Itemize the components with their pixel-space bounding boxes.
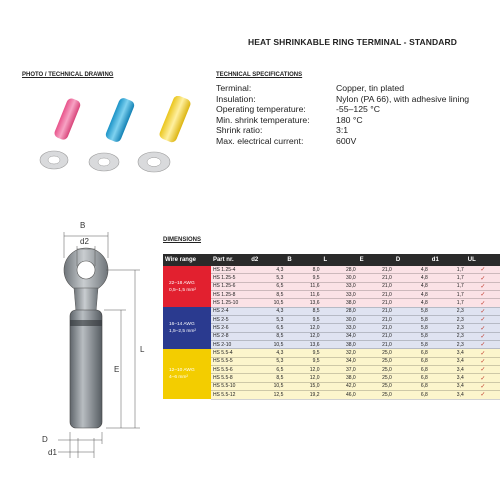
cell-d: 4,8 [394,266,430,274]
col-header-d2: d2 [249,254,285,266]
cell-d2: 5,3 [249,274,285,282]
spec-label: Min. shrink temperature: [216,114,310,125]
cell-l: 28,0 [322,266,358,274]
spec-value: 3:1 [336,125,349,136]
wire-range-cell [163,266,211,307]
cell-e: 25,0 [358,374,394,382]
wire-range-mm: 4–6 mm² [169,374,188,380]
cell-part-nr: HS 1.25-6 [211,282,249,290]
dim-label-d2: d2 [80,237,89,246]
cell-part-nr: HS 2-6 [211,324,249,332]
cell-d: 6,8 [394,391,430,399]
cell-d: 5,8 [394,332,430,340]
cell-b: 12,0 [285,366,321,374]
cell-l: 38,0 [322,299,358,307]
cell-d1: 2,3 [430,332,466,340]
cell-d: 6,8 [394,382,430,390]
cell-ul-check: ✓ [466,349,500,357]
spec-row [216,136,496,147]
cell-e: 21,0 [358,282,394,290]
table-row [163,291,500,299]
cell-d2: 6,5 [249,282,285,290]
cell-b: 13,6 [285,299,321,307]
wire-range-mm: 1,5–2,5 mm² [169,329,196,335]
cell-l: 33,0 [322,324,358,332]
cell-d2: 4,3 [249,307,285,315]
spec-row [216,115,496,126]
pink-terminal [40,97,82,169]
cell-l: 32,0 [322,349,358,357]
cell-b: 12,0 [285,324,321,332]
table-row [163,382,500,390]
cell-d: 5,8 [394,307,430,315]
cell-d: 6,8 [394,349,430,357]
cell-l: 33,0 [322,291,358,299]
wire-range-awg: 12–10 AWG [169,367,195,373]
cell-ul-check: ✓ [466,366,500,374]
cell-l: 30,0 [322,274,358,282]
insulation-sleeve [70,310,102,428]
col-header-b: B [285,254,321,266]
cell-l: 38,0 [322,374,358,382]
cell-e: 21,0 [358,341,394,349]
cell-d1: 3,4 [430,382,466,390]
cell-b: 12,0 [285,332,321,340]
wire-range-awg: 22–18 AWG [169,280,195,286]
cell-l: 30,0 [322,316,358,324]
table-row [163,307,500,315]
cell-ul-check: ✓ [466,341,500,349]
dimensions-table [163,254,500,400]
cell-d1: 2,3 [430,324,466,332]
cell-l: 37,0 [322,366,358,374]
cell-ul-check: ✓ [466,374,500,382]
cell-b: 13,6 [285,341,321,349]
spec-value: Nylon (PA 66), with adhesive lining [336,93,470,104]
dimensions-section-label: DIMENSIONS [163,237,202,243]
cell-d1: 2,3 [430,307,466,315]
dim-label-l: L [140,345,145,354]
cell-d2: 12,5 [249,391,285,399]
col-header-part-nr: Part nr. [211,254,249,266]
cell-part-nr: HS 5.5-5 [211,357,249,365]
cell-e: 21,0 [358,274,394,282]
cell-e: 25,0 [358,382,394,390]
cell-d2: 6,5 [249,324,285,332]
cell-part-nr: HS 5.5-8 [211,374,249,382]
page-title: HEAT SHRINKABLE RING TERMINAL - STANDARD [248,37,457,47]
cell-d2: 5,3 [249,316,285,324]
cell-part-nr: HS 5.5-6 [211,366,249,374]
product-photo [32,96,202,176]
cell-l: 34,0 [322,332,358,340]
spec-label: Insulation: [216,93,256,104]
table-row [163,274,500,282]
cell-ul-check: ✓ [466,391,500,399]
cell-ul-check: ✓ [466,382,500,390]
spec-row [216,104,496,115]
table-row [163,391,500,399]
table-row [163,332,500,340]
cell-e: 21,0 [358,291,394,299]
cell-part-nr: HS 5.5-12 [211,391,249,399]
spec-row [216,83,496,94]
cell-d1: 3,4 [430,391,466,399]
cell-b: 9,5 [285,274,321,282]
cell-l: 46,0 [322,391,358,399]
cell-d: 6,8 [394,357,430,365]
col-header-wire-range: Wire range [163,254,211,266]
cell-d2: 10,5 [249,341,285,349]
spec-value: Copper, tin plated [336,83,405,93]
cell-e: 21,0 [358,324,394,332]
table-row [163,282,500,290]
dim-label-e: E [114,365,120,374]
spec-label: Shrink ratio: [216,125,263,136]
cell-l: 42,0 [322,382,358,390]
table-row [163,341,500,349]
cell-e: 21,0 [358,307,394,315]
cell-d: 5,8 [394,316,430,324]
blue-terminal [89,97,136,171]
table-row [163,366,500,374]
cell-d: 5,8 [394,341,430,349]
table-row [163,324,500,332]
cell-ul-check: ✓ [466,357,500,365]
cell-part-nr: HS 1.25-10 [211,299,249,307]
cell-ul-check: ✓ [466,332,500,340]
cell-ul-check: ✓ [466,307,500,315]
cell-d2: 6,5 [249,366,285,374]
wire-range-awg: 16–14 AWG [169,322,195,328]
wire-range-cell [163,349,211,399]
cell-part-nr: HS 1.25-5 [211,274,249,282]
spec-value: -55–125 °C [336,104,381,115]
cell-part-nr: HS 1.25-8 [211,291,249,299]
col-header-e: E [358,254,394,266]
spec-label: Operating temperature: [216,104,306,115]
specs-section-label: TECHNICAL SPECIFICATIONS [216,72,303,78]
cell-b: 15,0 [285,382,321,390]
col-header-d1: d1 [430,254,466,266]
cell-e: 25,0 [358,366,394,374]
cell-d: 4,8 [394,274,430,282]
cell-d2: 10,5 [249,382,285,390]
cell-d: 4,8 [394,299,430,307]
cell-ul-check: ✓ [466,291,500,299]
table-header-row [163,254,500,266]
cell-ul-check: ✓ [466,274,500,282]
cell-d: 5,8 [394,324,430,332]
cell-b: 9,5 [285,357,321,365]
cell-d1: 3,4 [430,366,466,374]
spec-value: 180 °C [336,114,363,125]
yellow-terminal [138,96,192,172]
cell-b: 9,5 [285,349,321,357]
cell-e: 21,0 [358,332,394,340]
cell-part-nr: HS 2-8 [211,332,249,340]
cell-e: 21,0 [358,266,394,274]
cell-d2: 8,5 [249,291,285,299]
cell-d1: 1,7 [430,299,466,307]
cell-e: 25,0 [358,391,394,399]
cell-d2: 4,3 [249,266,285,274]
dim-label-d1: d1 [48,448,57,457]
cell-d2: 8,5 [249,332,285,340]
cell-part-nr: HS 2-10 [211,341,249,349]
cell-d2: 10,5 [249,299,285,307]
cell-d1: 3,4 [430,357,466,365]
cell-e: 25,0 [358,357,394,365]
cell-part-nr: HS 2-4 [211,307,249,315]
table-row [163,299,500,307]
cell-b: 19,2 [285,391,321,399]
cell-d1: 1,7 [430,282,466,290]
spec-value: 600V [336,135,357,146]
cell-d1: 3,4 [430,374,466,382]
table-row [163,266,500,274]
wire-range-mm: 0,5–1,5 mm² [169,287,196,293]
cell-part-nr: HS 5.5-10 [211,382,249,390]
cell-ul-check: ✓ [466,266,500,274]
cell-l: 34,0 [322,357,358,365]
cell-d2: 5,3 [249,357,285,365]
cell-d1: 3,4 [430,349,466,357]
cell-part-nr: HS 1.25-4 [211,266,249,274]
spec-label: Max. electrical current: [216,135,304,146]
cell-d: 6,8 [394,374,430,382]
wire-range-cell [163,307,211,349]
cell-ul-check: ✓ [466,324,500,332]
cell-e: 21,0 [358,316,394,324]
table-row [163,357,500,365]
cell-l: 33,0 [322,282,358,290]
cell-d2: 4,3 [249,349,285,357]
cell-d2: 8,5 [249,374,285,382]
cell-b: 12,0 [285,374,321,382]
col-header-l: L [322,254,358,266]
cell-d1: 2,3 [430,316,466,324]
cell-d1: 2,3 [430,341,466,349]
cell-d1: 1,7 [430,291,466,299]
dim-label-b: B [80,221,86,230]
cell-d: 4,8 [394,291,430,299]
photo-section-label: PHOTO / TECHNICAL DRAWING [22,72,114,78]
cell-b: 8,0 [285,266,321,274]
cell-part-nr: HS 2-5 [211,316,249,324]
cell-b: 11,6 [285,282,321,290]
cell-part-nr: HS 5.5-4 [211,349,249,357]
spec-row [216,94,496,105]
col-header-ul: UL [466,254,500,266]
cell-e: 25,0 [358,349,394,357]
spec-row [216,125,496,136]
cell-ul-check: ✓ [466,316,500,324]
spec-label: Terminal: [216,83,252,93]
technical-drawing [30,212,160,462]
cell-d1: 1,7 [430,274,466,282]
col-header-d: D [394,254,430,266]
table-row [163,349,500,357]
cell-d: 6,8 [394,366,430,374]
cell-b: 8,5 [285,307,321,315]
table-row [163,316,500,324]
table-row [163,374,500,382]
cell-d: 4,8 [394,282,430,290]
cell-d1: 1,7 [430,266,466,274]
cell-ul-check: ✓ [466,299,500,307]
cell-l: 28,0 [322,307,358,315]
spec-list [216,83,496,147]
cell-b: 9,5 [285,316,321,324]
cell-b: 11,6 [285,291,321,299]
dim-label-d: D [42,435,48,444]
cell-ul-check: ✓ [466,282,500,290]
ring-hole [77,261,95,279]
cell-e: 21,0 [358,299,394,307]
cell-l: 38,0 [322,341,358,349]
